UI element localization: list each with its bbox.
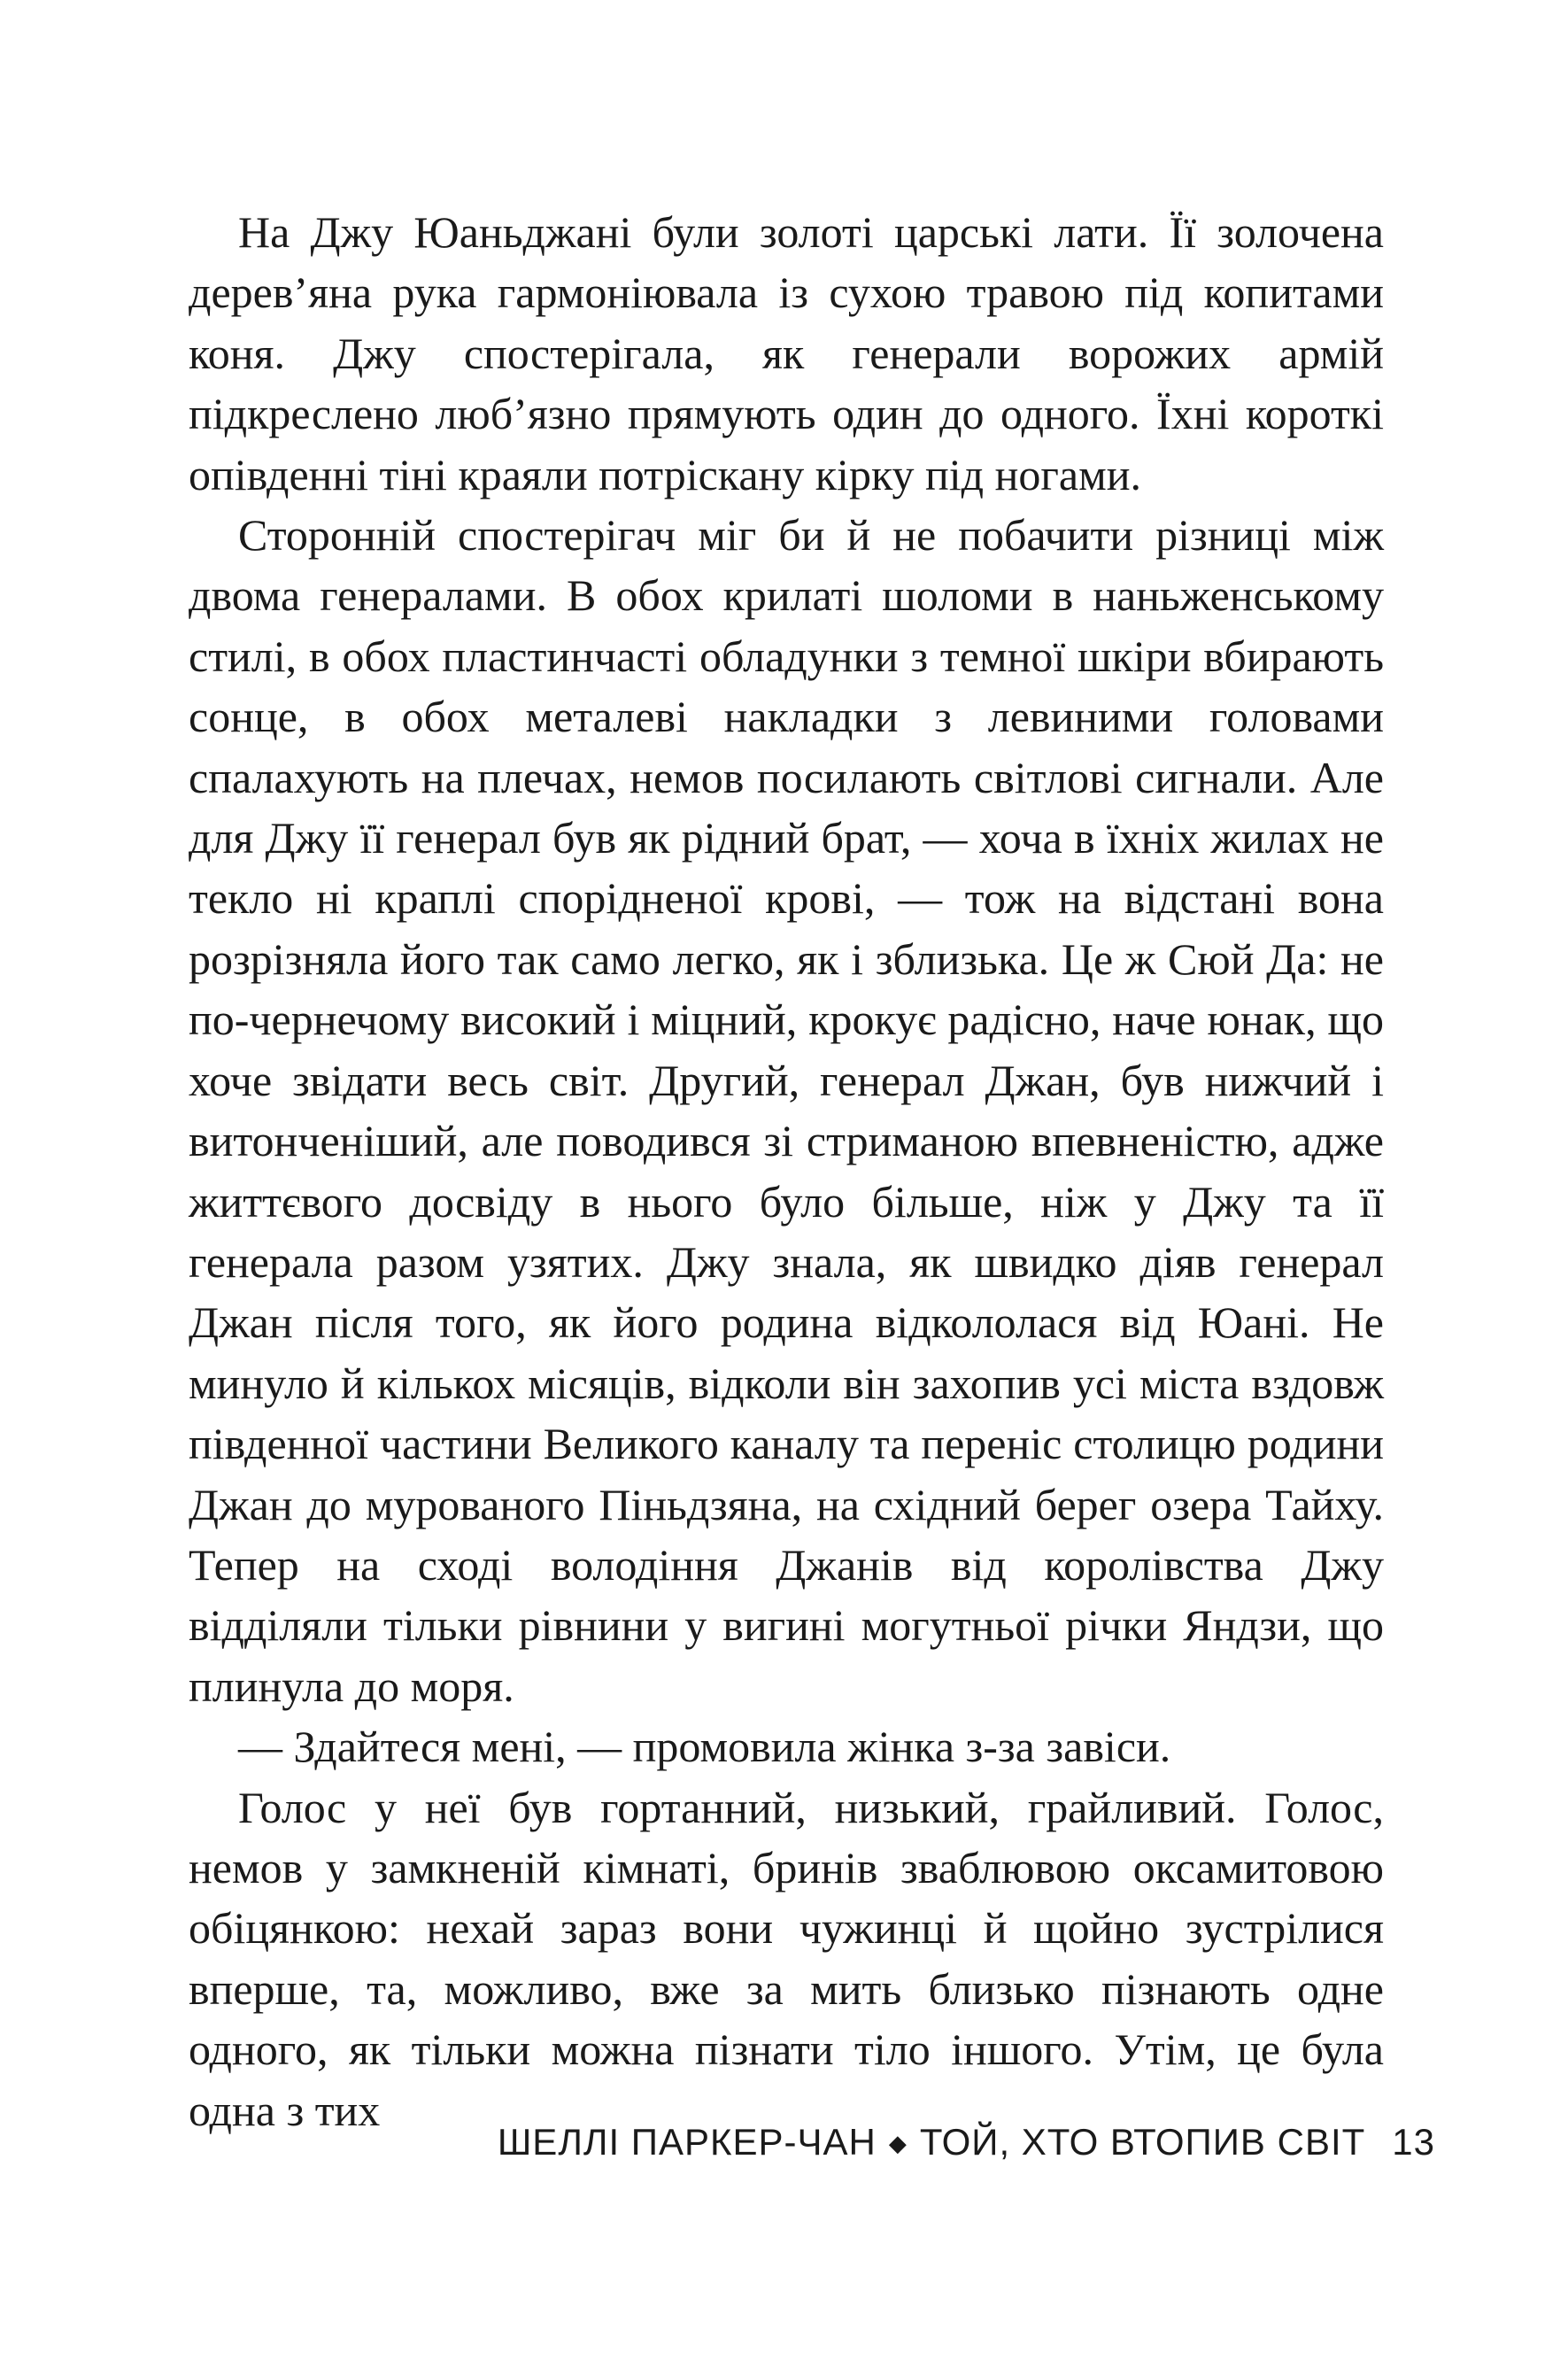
footer-author: ШЕЛЛІ ПАРКЕР-ЧАН — [497, 2121, 877, 2163]
body-text — [189, 202, 1384, 2140]
running-footer — [498, 2121, 1435, 2163]
paragraph: Сторонній спостерігач міг би й не побачити різниці між двома генералами. В обох крилаті шоломи в наньженському стилі, в обох пластинчасті обладунки з темної шкіри вбирають сонце, в обох металеві накладки з левиними головами спалахують на плечах, немов посилають світлові сигнали. Але для Джу її генерал був як рідний брат, — хоча в їхніх жилах не текло ні краплі спорідненої крові, — тож на відстані вона розрізняла його так само легко, як і зблизька. Це ж Сюй Да: не по-чернечому високий і міцний, крокує радісно, наче юнак, що хоче звідати весь світ. Другий, генерал Джан, був нижчий і витонченіший, але поводився зі стриманою впевненістю, адже життєвого досвіду в нього було більше, ніж у Джу та її генерала разом узятих. Джу знала, як швидко діяв генерал Джан після того, як його родина відкололася від Юані. Не минуло й кількох місяців, відколи він захопив усі міста вздовж південної частини Великого каналу та переніс столицю родини Джан до мурованого Піньдзяна, на східний берег озера Тайху. Тепер на сході володіння Джанів від королівства Джу відділяли тільки рівнини у вигині могутньої річки Яндзи, що плинула до моря. — [189, 510, 1384, 1711]
footer-book-title: ТОЙ, ХТО ВТОПИВ СВІТ — [919, 2121, 1366, 2163]
paragraph: На Джу Юаньджані були золоті царські лати. Її золочена дерев’яна рука гармоніювала із сухою травою під копитами коня. Джу спостерігала, як генерали ворожих армій підкреслено люб’язно прямують один до одного. Їхні короткі опівденні тіні краяли потріскану кірку під ногами. — [189, 207, 1384, 499]
paragraph: — Здайтеся мені, — промовила жінка з-за завіси. — [238, 1722, 1171, 1772]
paragraph: Голос у неї був гортанний, низький, грайливий. Голос, немов у замкненій кімнаті, бринів зваблювою оксамитовою обіцянкою: нехай зараз вони чужинці й щойно зустрілися вперше, та, можливо, вже за мить близько пізнають одне одного, як тільки можна пізнати тіло іншого. Утім, це була одна з тих — [189, 1782, 1384, 2135]
page-number: 13 — [1392, 2121, 1435, 2163]
diamond-separator-icon: ◆ — [888, 2130, 908, 2156]
